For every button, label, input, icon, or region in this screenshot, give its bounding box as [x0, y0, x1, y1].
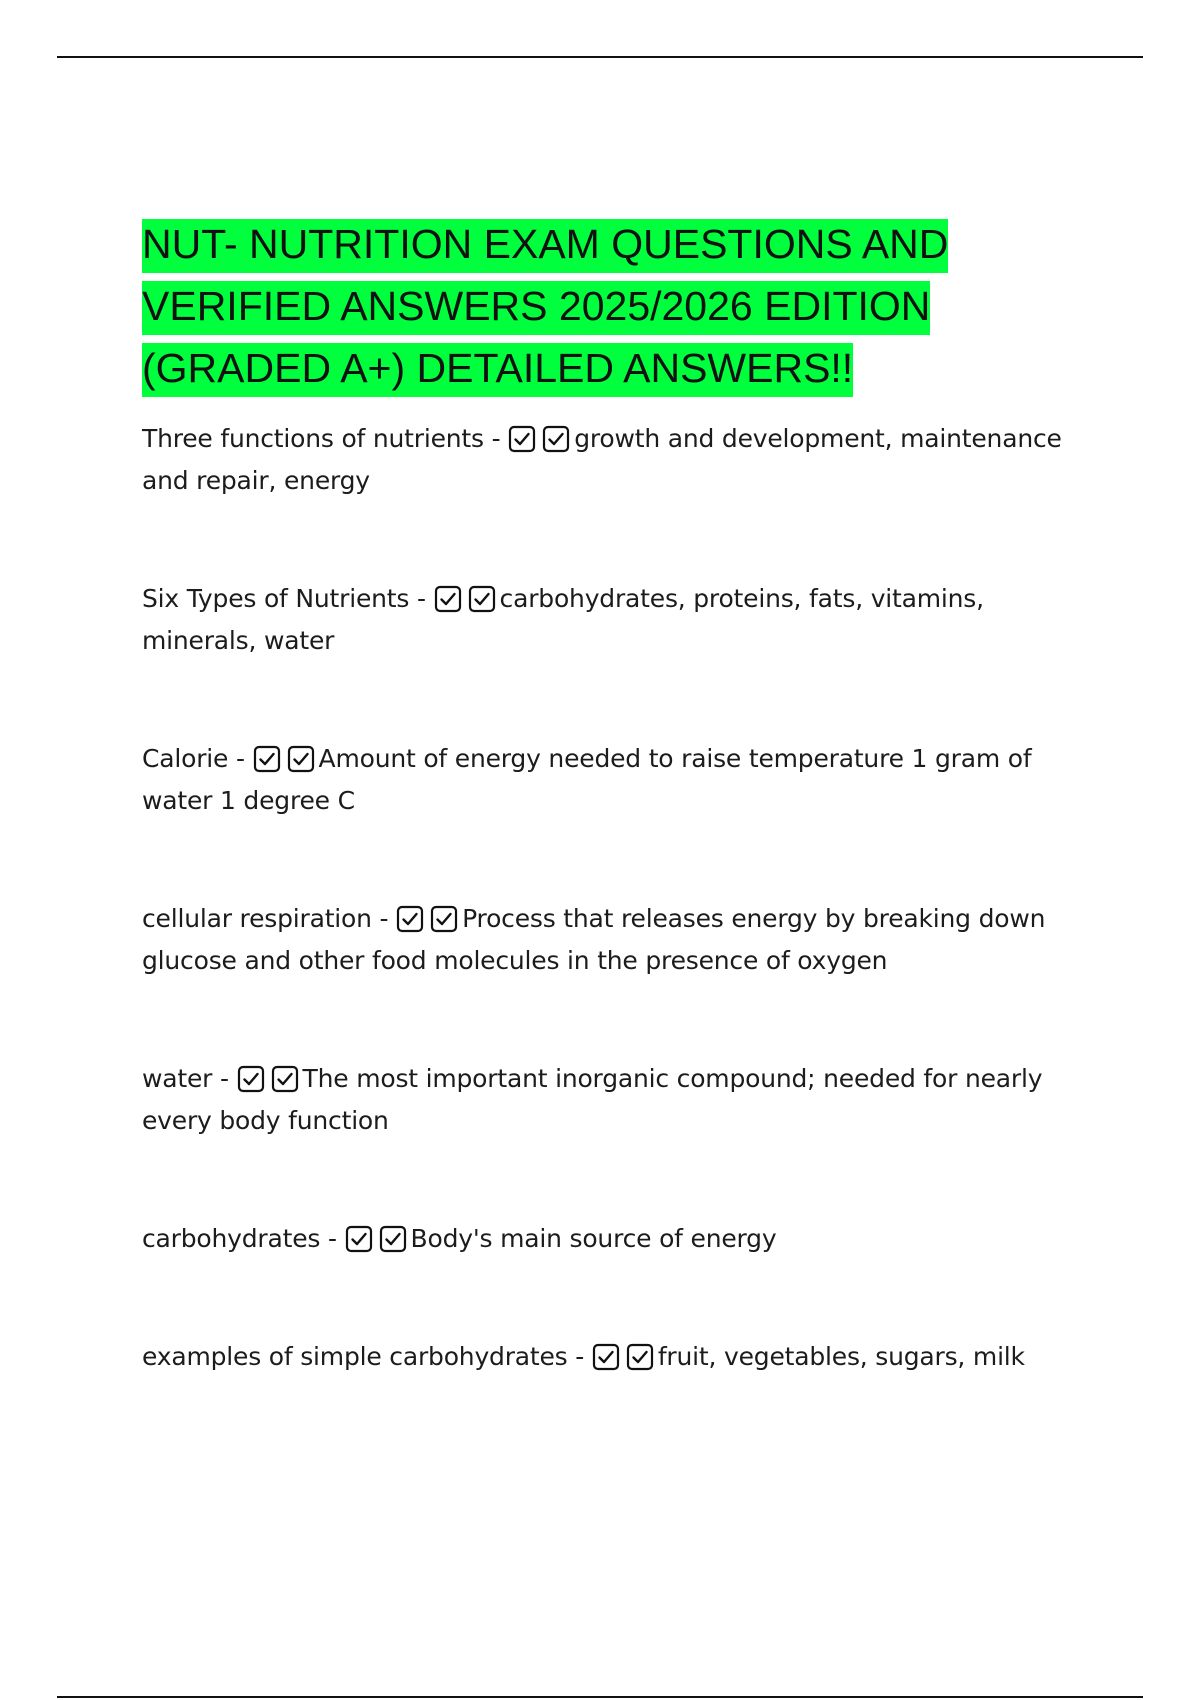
checkbox-checked-icon — [434, 585, 462, 613]
qa-answer: Body's main source of energy — [410, 1224, 777, 1253]
qa-answer: The most important inorganic compound; needed for nearly every body function — [142, 1064, 1043, 1135]
checkbox-checked-icon — [430, 905, 458, 933]
checkbox-checked-icon — [237, 1065, 265, 1093]
checkbox-checked-icon — [253, 745, 281, 773]
qa-term: Calorie - — [142, 744, 253, 773]
qa-answer: growth and development, maintenance and repair, energy — [142, 424, 1062, 495]
checkbox-checked-icon — [626, 1343, 654, 1371]
qa-item — [142, 418, 1062, 502]
qa-item — [142, 1336, 1062, 1378]
qa-item — [142, 1218, 1062, 1260]
checkbox-checked-icon — [542, 425, 570, 453]
checkbox-checked-icon — [379, 1225, 407, 1253]
checkbox-checked-icon — [345, 1225, 373, 1253]
qa-term: cellular respiration - — [142, 904, 397, 933]
footer-rule — [57, 1696, 1143, 1698]
checkbox-checked-icon — [271, 1065, 299, 1093]
checkbox-checked-icon — [508, 425, 536, 453]
qa-answer: Process that releases energy by breaking down glucose and other food molecules in the presence of oxygen — [142, 904, 1046, 975]
title-line-1: NUT- NUTRITION EXAM QUESTIONS AND — [142, 219, 948, 273]
qa-list — [142, 418, 1062, 1454]
qa-term: Three functions of nutrients - — [142, 424, 509, 453]
qa-item — [142, 738, 1062, 822]
qa-item — [142, 898, 1062, 982]
checkbox-checked-icon — [468, 585, 496, 613]
qa-answer: fruit, vegetables, sugars, milk — [657, 1342, 1025, 1371]
qa-item — [142, 1058, 1062, 1142]
title-line-2: VERIFIED ANSWERS 2025/2026 EDITION — [142, 281, 930, 335]
qa-term: carbohydrates - — [142, 1224, 345, 1253]
qa-item — [142, 578, 1062, 662]
checkbox-checked-icon — [396, 905, 424, 933]
qa-answer: carbohydrates, proteins, fats, vitamins, minerals, water — [142, 584, 984, 655]
qa-term: water - — [142, 1064, 237, 1093]
qa-answer: Amount of energy needed to raise temperature 1 gram of water 1 degree C — [142, 744, 1032, 815]
header-rule — [57, 56, 1143, 58]
checkbox-checked-icon — [287, 745, 315, 773]
title-line-3: (GRADED A+) DETAILED ANSWERS!! — [142, 343, 853, 397]
checkbox-checked-icon — [592, 1343, 620, 1371]
qa-term: Six Types of Nutrients - — [142, 584, 434, 613]
qa-term: examples of simple carbohydrates - — [142, 1342, 592, 1371]
document-title — [142, 213, 1042, 399]
